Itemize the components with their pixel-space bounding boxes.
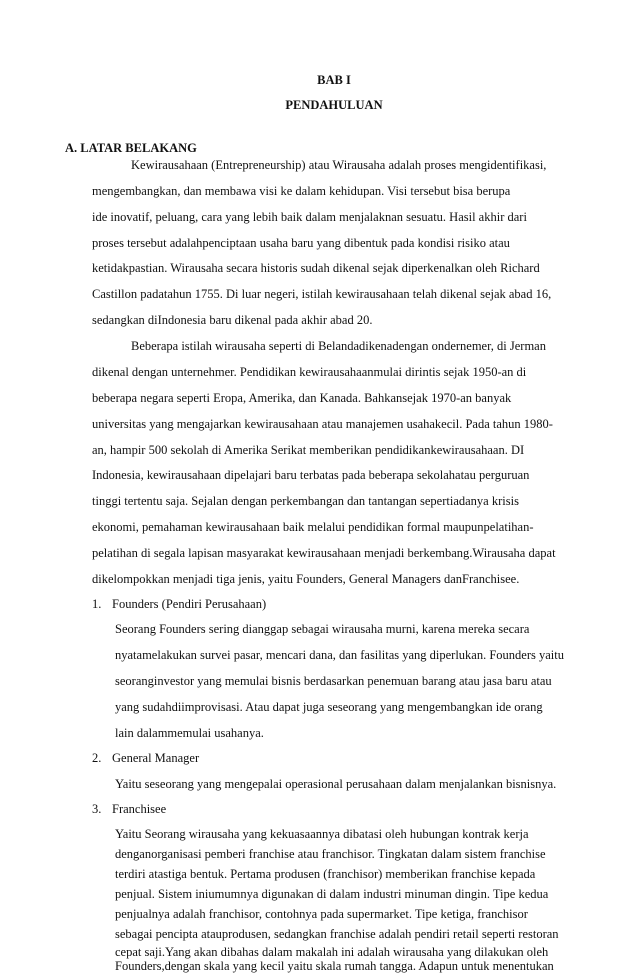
list-item-line: penjual. Sistem iniumumnya digunakan di dalam industri minuman dingin. Tipe kedua	[115, 887, 549, 901]
chapter-title: PENDAHULUAN	[285, 98, 383, 112]
paragraph-2-line: Beberapa istilah wirausaha seperti di Belandadikenadengan ondernemer, di Jerman	[131, 339, 546, 353]
paragraph-1-line: ketidakpastian. Wirausaha secara historis sudah dikenal sejak diperkenalkan oleh Richard	[92, 261, 540, 275]
list-item-line: nyatamelakukan survei pasar, mencari dana, dan fasilitas yang diperlukan. Founders yaitu	[115, 648, 565, 662]
list-item-number: 1.	[92, 597, 102, 611]
paragraph-1-line: Castillon padatahun 1755. Di luar negeri, istilah kewirausahaan telah dikenal sejak abad 16,	[92, 287, 552, 301]
list-item-line: sebagai pencipta atauprodusen, sedangkan franchise adalah pendiri retail seperti restoran	[115, 927, 559, 941]
paragraph-2-line: dikenal dengan unternehmer. Pendidikan kewirausahaanmulai dirintis sejak 1950-an di	[92, 365, 527, 379]
list-item-line: Seorang Founders sering dianggap sebagai wirausaha murni, karena mereka secara	[115, 622, 530, 636]
list-item-number: 3.	[92, 802, 102, 816]
paragraph-2-line: Indonesia, kewirausahaan dipelajari baru terbatas pada beberapa sekolahatau perguruan	[92, 468, 530, 482]
list-item-line: penjualnya adalah franchisor, contohnya pada supermarket. Tipe ketiga, franchisor	[115, 907, 528, 921]
list-item-line: seoranginvestor yang memulai bisnis berdasarkan penemuan barang atau jasa baru atau	[115, 674, 552, 688]
list-item-line: yang sudahdiimprovisasi. Atau dapat juga seseorang yang mengembangkan ide orang	[115, 700, 543, 714]
paragraph-2-line: ekonomi, pemahaman kewirausahaan baik melalui pendidikan formal maupunpelatihan-	[92, 520, 534, 534]
list-item-line: cepat saji.Yang akan dibahas dalam makalah ini adalah wirausaha yang dilakukan oleh	[115, 945, 549, 959]
list-item-line: Yaitu seseorang yang mengepalai operasional perusahaan dalam menjalankan bisnisnya.	[115, 777, 557, 791]
paragraph-1-line: mengembangkan, dan membawa visi ke dalam kehidupan. Visi tersebut bisa berupa	[92, 184, 511, 198]
chapter-number: BAB I	[317, 73, 351, 87]
paragraph-1-line: sedangkan diIndonesia baru dikenal pada akhir abad 20.	[92, 313, 373, 327]
paragraph-2-line: universitas yang mengajarkan kewirausahaan atau manajemen usahakecil. Pada tahun 1980-	[92, 417, 553, 431]
paragraph-2-line: beberapa negara seperti Eropa, Amerika, dan Kanada. Bahkansejak 1970-an banyak	[92, 391, 512, 405]
section-heading: A. LATAR BELAKANG	[65, 141, 197, 155]
list-item-heading: Founders (Pendiri Perusahaan)	[112, 597, 267, 611]
list-item-heading: Franchisee	[112, 802, 167, 816]
list-item-heading: General Manager	[112, 751, 200, 765]
paragraph-1-line: ide inovatif, peluang, cara yang lebih baik dalam menjalaknan sesuatu. Hasil akhir dari	[92, 210, 527, 224]
list-item-line: terdiri atastiga bentuk. Pertama produsen (franchisor) memberikan franchise kepada	[115, 867, 536, 881]
list-item-line: Founders,dengan skala yang kecil yaitu skala rumah tangga. Adapun untuk menentukan	[115, 959, 554, 973]
paragraph-2-line: an, hampir 500 sekolah di Amerika Serikat memberikan pendidikankewirausahaan. DI	[92, 443, 525, 457]
paragraph-1-line: proses tersebut adalahpenciptaan usaha baru yang dibentuk pada kondisi risiko atau	[92, 236, 510, 250]
list-item-number: 2.	[92, 751, 102, 765]
paragraph-2-line: dikelompokkan menjadi tiga jenis, yaitu Founders, General Managers danFranchisee.	[92, 572, 520, 586]
paragraph-1-line: Kewirausahaan (Entrepreneurship) atau Wirausaha adalah proses mengidentifikasi,	[131, 158, 547, 172]
list-item-line: denganorganisasi pemberi franchise atau franchisor. Tingkatan dalam sistem franchise	[115, 847, 546, 861]
paragraph-2-line: pelatihan di segala lapisan masyarakat kewirausahaan menjadi berkembang.Wirausaha dapat	[92, 546, 556, 560]
list-item-line: Yaitu Seorang wirausaha yang kekuasaannya dibatasi oleh hubungan kontrak kerja	[115, 827, 529, 841]
list-item-line: lain dalammemulai usahanya.	[115, 726, 264, 740]
paragraph-2-line: tinggi tertentu saja. Sejalan dengan perkembangan dan tantangan sepertiadanya krisis	[92, 494, 519, 508]
